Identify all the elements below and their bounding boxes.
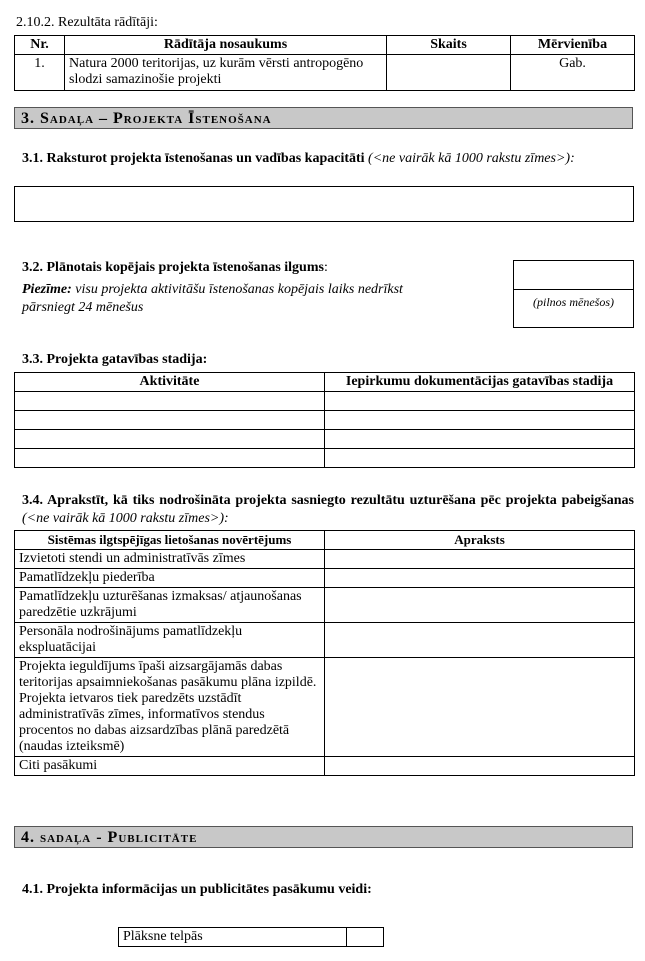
duration-unit-hint: (pilnos mēnešos) xyxy=(533,295,614,309)
assessment-cell: Personāla nodrošinājums pamatlīdzekļu ekspluatācijai xyxy=(15,623,325,658)
note-text: visu projekta aktivitāšu īstenošanas kopējais laiks nedrīkst pārsniegt 24 mēnešus xyxy=(22,282,403,315)
table-row xyxy=(15,569,635,588)
table-row xyxy=(15,392,635,411)
section-2-10-2-title: 2.10.2. Rezultāta rādītāji: xyxy=(16,15,158,30)
activity-cell[interactable] xyxy=(15,449,325,468)
description-cell[interactable] xyxy=(325,550,635,569)
col-header-nr: Nr. xyxy=(15,36,65,55)
question-3-1-label: 3.1. Raksturot projekta īstenošanas un vadības kapacitāti xyxy=(22,151,365,166)
table-row xyxy=(15,658,635,757)
question-3-2-note xyxy=(22,281,442,317)
result-indicators-table xyxy=(14,35,635,91)
col-header-unit: Mērvienība xyxy=(511,36,635,55)
readiness-cell[interactable] xyxy=(325,430,635,449)
assessment-cell: Izvietoti stendi un administratīvās zīmes xyxy=(15,550,325,569)
publicity-item-label: Plāksne telpās xyxy=(119,928,347,947)
assessment-cell: Citi pasākumi xyxy=(15,757,325,776)
sustainability-table xyxy=(14,530,635,776)
row-count-cell[interactable] xyxy=(387,55,511,91)
table-row xyxy=(15,588,635,623)
col-header-activity: Aktivitāte xyxy=(15,373,325,392)
question-3-2-label: 3.2. Plānotais kopējais projekta īstenošanas ilgums xyxy=(22,260,324,275)
description-cell[interactable] xyxy=(325,588,635,623)
description-cell[interactable] xyxy=(325,623,635,658)
readiness-cell[interactable] xyxy=(325,392,635,411)
assessment-cell: Pamatlīdzekļu piederība xyxy=(15,569,325,588)
question-3-4-label: 3.4. Aprakstīt, kā tiks nodrošināta projekta sasniegto rezultātu uzturēšana pēc projekta pabeigšanas xyxy=(22,493,634,508)
row-nr: 1. xyxy=(15,55,65,91)
question-3-1-colon: : xyxy=(570,151,575,166)
question-3-4-note: (<ne vairāk kā 1000 rakstu zīmes>) xyxy=(22,511,225,526)
table-row xyxy=(15,430,635,449)
col-header-readiness: Iepirkumu dokumentācijas gatavības stadija xyxy=(325,373,635,392)
publicity-table xyxy=(118,927,384,947)
activity-cell[interactable] xyxy=(15,430,325,449)
readiness-table xyxy=(14,372,635,468)
col-header-name: Rādītāja nosaukums xyxy=(65,36,387,55)
table-header-row xyxy=(15,36,635,55)
question-4-1-label: 4.1. Projekta informācijas un publicitātes pasākumu veidi: xyxy=(22,882,372,897)
publicity-item-checkbox[interactable] xyxy=(347,928,384,947)
duration-input[interactable] xyxy=(514,261,633,290)
col-header-count: Skaits xyxy=(387,36,511,55)
assessment-cell: Pamatlīdzekļu uzturēšanas izmaksas/ atjaunošanas paredzētie uzkrājumi xyxy=(15,588,325,623)
note-label: Piezīme: xyxy=(22,282,72,297)
section-4-header: 4. sadaļa - Publicitāte xyxy=(14,826,633,848)
activity-cell[interactable] xyxy=(15,411,325,430)
question-3-4-colon: : xyxy=(224,511,229,526)
description-cell[interactable] xyxy=(325,757,635,776)
question-3-2 xyxy=(22,260,328,276)
table-row xyxy=(15,449,635,468)
row-name: Natura 2000 teritorijas, uz kurām vērsti antropogēno slodzi samazinošie projekti xyxy=(65,55,387,91)
section-3-header: 3. Sadaļa – Projekta Īstenošana xyxy=(14,107,633,129)
question-3-3-label: 3.3. Projekta gatavības stadija: xyxy=(22,352,208,367)
table-row xyxy=(15,757,635,776)
table-row xyxy=(15,550,635,569)
table-row xyxy=(119,928,384,947)
description-cell[interactable] xyxy=(325,658,635,757)
readiness-cell[interactable] xyxy=(325,449,635,468)
question-3-2-colon: : xyxy=(323,260,328,275)
question-3-1 xyxy=(22,150,630,168)
row-unit: Gab. xyxy=(511,55,635,91)
description-cell[interactable] xyxy=(325,569,635,588)
table-header-row xyxy=(15,531,635,550)
duration-box xyxy=(513,260,634,328)
capacity-description-field[interactable] xyxy=(14,186,634,222)
readiness-cell[interactable] xyxy=(325,411,635,430)
assessment-cell: Projekta ieguldījums īpaši aizsargājamās dabas teritorijas apsaimniekošanas pasākumu plāna izpildē. Projekta ietvaros tiek paredzēts uzstādīt administratīvās zīmes, informatīvos stendus procentos no dabas aizsardzības plānā paredzētā (naudas izteiksmē) xyxy=(15,658,325,757)
activity-cell[interactable] xyxy=(15,392,325,411)
col-header-description: Apraksts xyxy=(325,531,635,550)
table-header-row xyxy=(15,373,635,392)
col-header-assessment: Sistēmas ilgtspējīgas lietošanas novērtējums xyxy=(15,531,325,550)
table-row xyxy=(15,55,635,91)
question-3-1-note: (<ne vairāk kā 1000 rakstu zīmes>) xyxy=(368,151,571,166)
table-row xyxy=(15,411,635,430)
table-row xyxy=(15,623,635,658)
question-3-4 xyxy=(22,492,634,528)
